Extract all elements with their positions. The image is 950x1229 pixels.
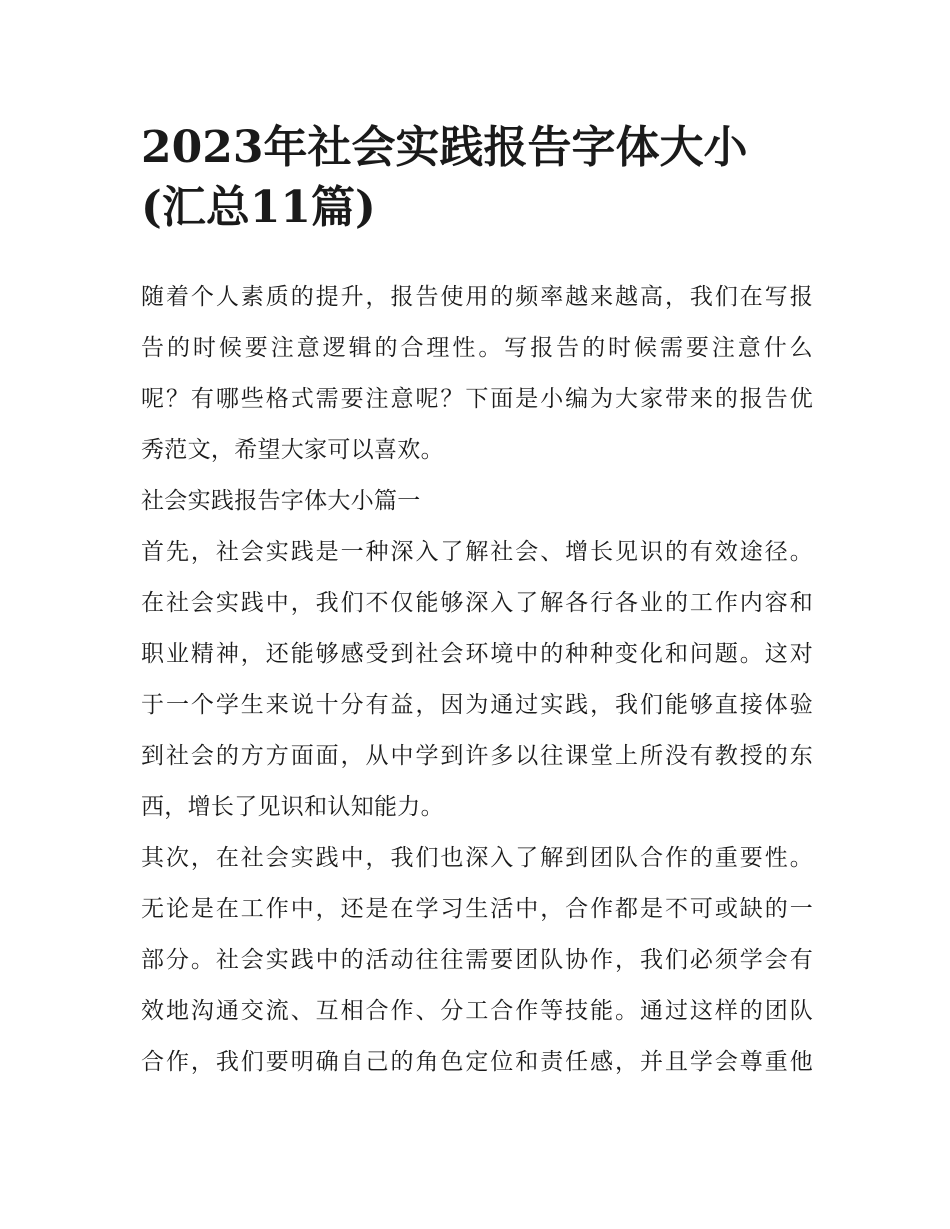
- text-line: 在社会实践中，我们不仅能够深入了解各行各业的工作内容和: [141, 590, 813, 616]
- text-line: 部分。社会实践中的活动往往需要团队协作，我们必须学会有: [141, 947, 813, 973]
- title-line-2: (汇总11篇): [141, 182, 376, 233]
- text-line: 西，增长了见识和认知能力。: [141, 794, 444, 820]
- text-line: 到社会的方方面面，从中学到许多以往课堂上所没有教授的东: [141, 743, 813, 769]
- text-line: 秀范文，希望大家可以喜欢。: [141, 437, 444, 463]
- text-line: 职业精神，还能够感受到社会环境中的种种变化和问题。这对: [141, 641, 813, 667]
- document-title: [141, 118, 813, 238]
- title-line-1: 2023年社会实践报告字体大小: [141, 122, 748, 173]
- text-line: 效地沟通交流、互相合作、分工合作等技能。通过这样的团队: [141, 998, 813, 1024]
- text-line: 无论是在工作中，还是在学习生活中，合作都是不可或缺的一: [141, 896, 813, 922]
- text-line: 呢？有哪些格式需要注意呢？下面是小编为大家带来的报告优: [141, 386, 813, 412]
- text-line: 其次，在社会实践中，我们也深入了解到团队合作的重要性。: [141, 845, 813, 871]
- document-content: [141, 118, 813, 1088]
- document-body: [141, 272, 813, 1088]
- text-line: 于一个学生来说十分有益，因为通过实践，我们能够直接体验: [141, 692, 813, 718]
- text-line: 合作，我们要明确自己的角色定位和责任感，并且学会尊重他: [141, 1049, 813, 1075]
- text-line: 社会实践报告字体大小篇一: [141, 488, 421, 514]
- text-line: 首先，社会实践是一种深入了解社会、增长见识的有效途径。: [141, 539, 813, 565]
- text-line: 告的时候要注意逻辑的合理性。写报告的时候需要注意什么: [141, 335, 813, 361]
- text-line: 随着个人素质的提升，报告使用的频率越来越高，我们在写报: [141, 284, 813, 310]
